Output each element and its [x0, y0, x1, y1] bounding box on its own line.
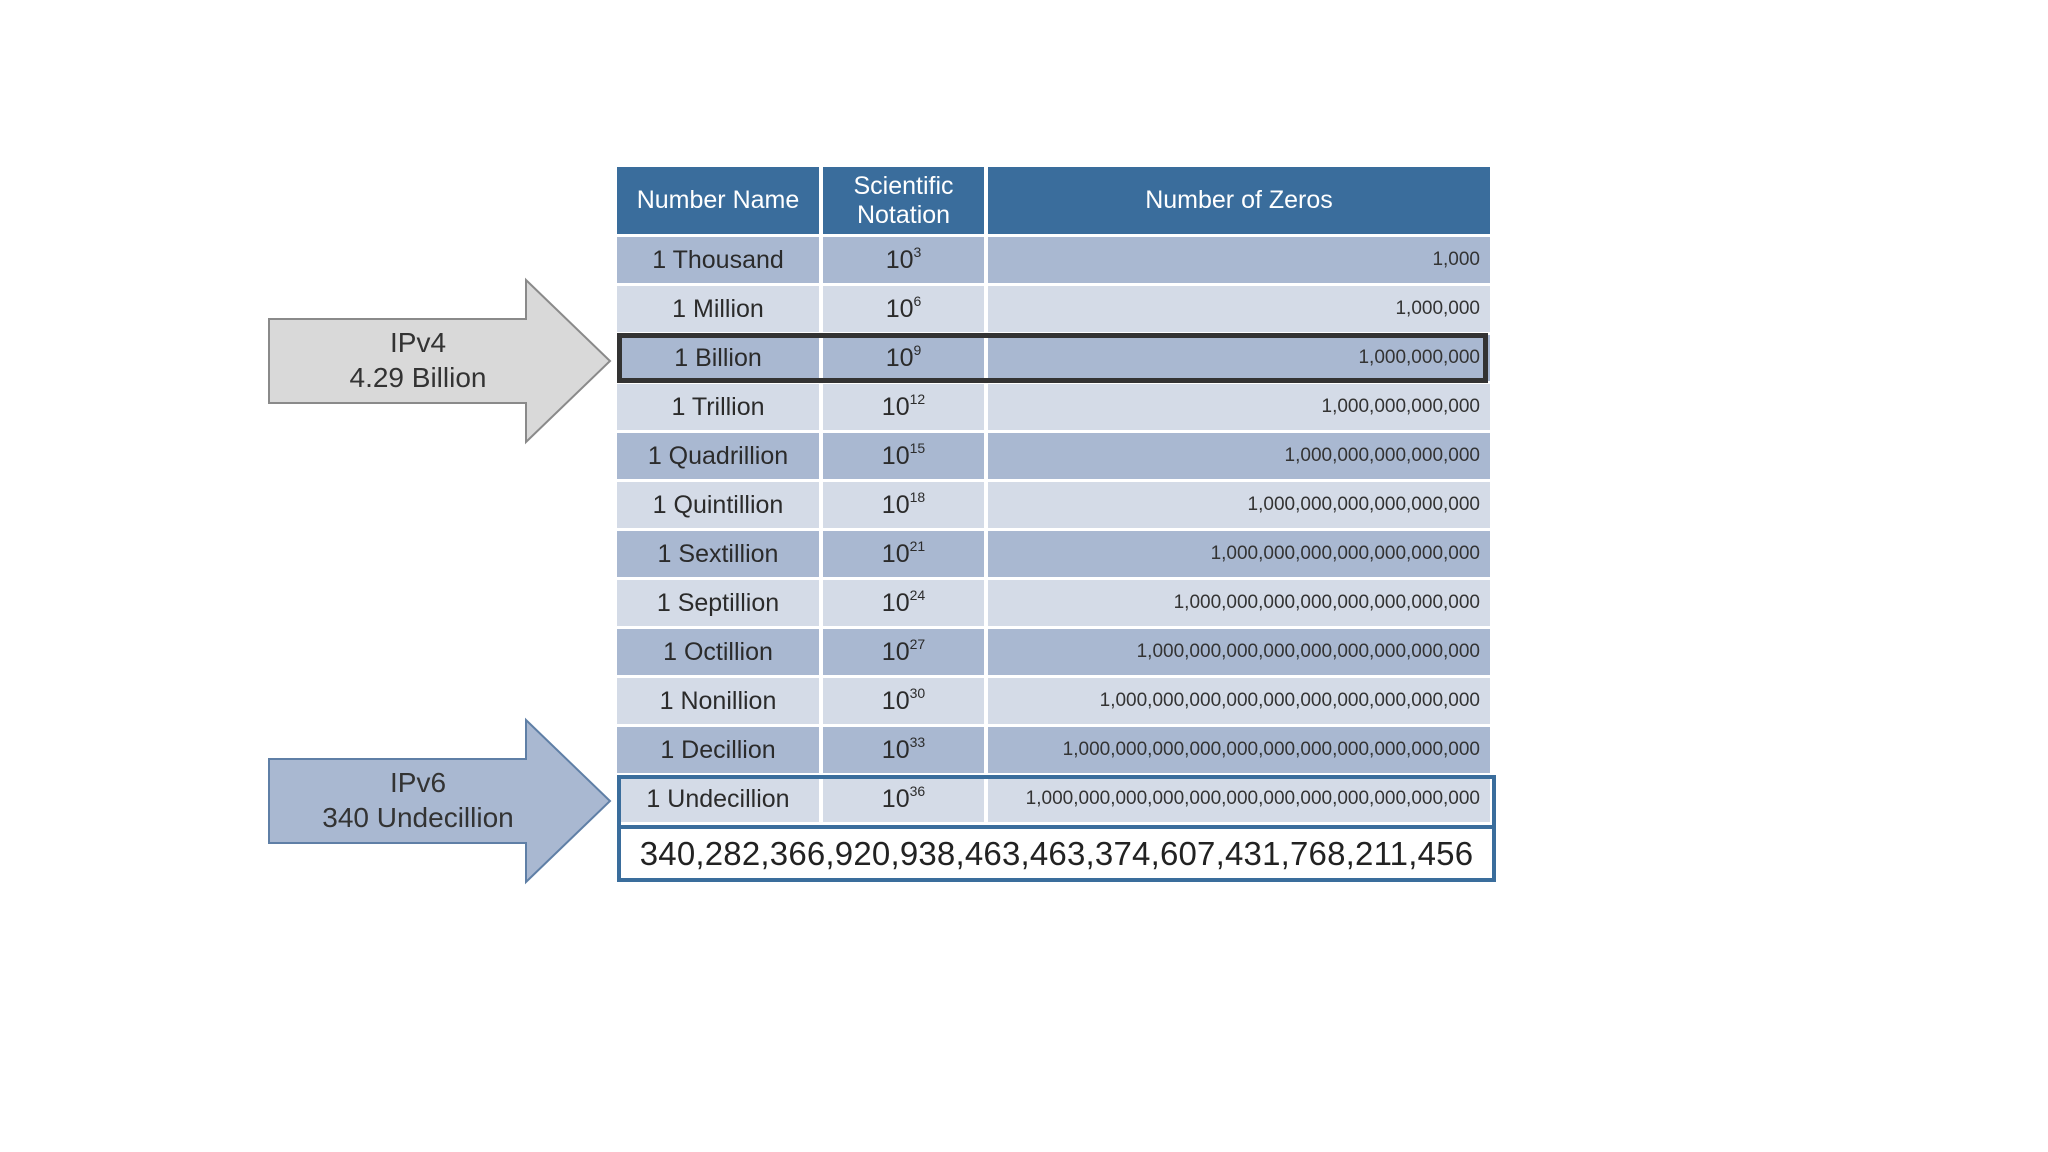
table-row: [617, 433, 1490, 479]
sci-base: 10: [881, 588, 910, 617]
table-row: [617, 678, 1490, 724]
table-row: [617, 580, 1490, 626]
number-name-cell: 1 Septillion: [617, 580, 819, 626]
number-table: [617, 164, 1494, 825]
sci-exponent: 18: [909, 488, 926, 505]
number-name-cell: 1 Thousand: [617, 237, 819, 283]
header-sci-line1: Scientific: [853, 171, 954, 200]
number-of-zeros-cell: 1,000,000,000,000,000,000,000,000,000,000,000,000: [988, 776, 1490, 822]
sci-exponent: 24: [909, 586, 926, 603]
sci-exponent: 36: [909, 782, 926, 799]
number-of-zeros-cell: 1,000: [988, 237, 1490, 283]
ipv4-arrow: [268, 276, 613, 446]
scientific-notation-cell: [823, 678, 984, 724]
sci-exponent: 15: [909, 439, 926, 456]
table-body: [617, 237, 1490, 822]
number-table-grid: [613, 164, 1494, 825]
scientific-notation-cell: [823, 433, 984, 479]
sci-exponent: 21: [909, 537, 926, 554]
sci-base: 10: [881, 784, 910, 813]
ipv4-label: IPv4: [389, 327, 447, 358]
number-of-zeros-cell: 1,000,000,000,000,000,000: [988, 482, 1490, 528]
number-of-zeros-cell: 1,000,000,000,000,000,000,000,000,000,000: [988, 678, 1490, 724]
number-name-cell: 1 Million: [617, 286, 819, 332]
scientific-notation-cell: [823, 580, 984, 626]
sci-base: 10: [881, 490, 910, 519]
ipv6-total-addresses: 340,282,366,920,938,463,463,374,607,431,768,211,456: [639, 835, 1474, 872]
sci-base: 10: [885, 343, 914, 372]
table-row: [617, 237, 1490, 283]
number-name-cell: 1 Trillion: [617, 384, 819, 430]
ipv6-count: 340 Undecillion: [322, 802, 514, 833]
ipv6-arrow-label: [268, 765, 568, 835]
number-name-cell: 1 Quintillion: [617, 482, 819, 528]
number-name-cell: 1 Billion: [617, 335, 819, 381]
ipv4-arrow-label: [268, 325, 568, 395]
number-of-zeros-cell: 1,000,000,000,000,000,000,000,000: [988, 580, 1490, 626]
sci-exponent: 12: [909, 390, 926, 407]
scientific-notation-cell: [823, 237, 984, 283]
scientific-notation-cell: [823, 531, 984, 577]
number-of-zeros-cell: 1,000,000,000,000,000,000,000: [988, 531, 1490, 577]
sci-base: 10: [881, 441, 910, 470]
ipv4-highlight-box: [617, 333, 1488, 383]
number-name-cell: 1 Undecillion: [617, 776, 819, 822]
scientific-notation-cell: [823, 482, 984, 528]
sci-base: 10: [881, 637, 910, 666]
sci-exponent: 9: [913, 341, 922, 358]
table-header-row: [617, 167, 1490, 234]
number-name-cell: 1 Quadrillion: [617, 433, 819, 479]
number-name-cell: 1 Sextillion: [617, 531, 819, 577]
sci-base: 10: [885, 245, 914, 274]
number-name-cell: 1 Decillion: [617, 727, 819, 773]
sci-exponent: 3: [913, 243, 922, 260]
scientific-notation-cell: [823, 629, 984, 675]
header-number-name: Number Name: [617, 167, 819, 234]
number-of-zeros-cell: 1,000,000,000: [988, 335, 1490, 381]
number-of-zeros-cell: 1,000,000: [988, 286, 1490, 332]
header-scientific-notation: [823, 167, 984, 234]
header-sci-line2: Notation: [856, 200, 951, 229]
ipv6-arrow: [268, 716, 613, 886]
sci-base: 10: [881, 392, 910, 421]
table-row: [617, 384, 1490, 430]
sci-base: 10: [881, 686, 910, 715]
sci-exponent: 27: [909, 635, 926, 652]
header-number-of-zeros: Number of Zeros: [988, 167, 1490, 234]
sci-base: 10: [881, 735, 910, 764]
table-row: [617, 531, 1490, 577]
table-row: [617, 286, 1490, 332]
number-of-zeros-cell: 1,000,000,000,000,000: [988, 433, 1490, 479]
ipv6-label: IPv6: [389, 767, 447, 798]
number-name-cell: 1 Octillion: [617, 629, 819, 675]
number-of-zeros-cell: 1,000,000,000,000,000,000,000,000,000,000,000: [988, 727, 1490, 773]
table-row: [617, 629, 1490, 675]
scientific-notation-cell: [823, 384, 984, 430]
number-of-zeros-cell: 1,000,000,000,000,000,000,000,000,000: [988, 629, 1490, 675]
scientific-notation-cell: [823, 286, 984, 332]
ipv4-count: 4.29 Billion: [349, 362, 487, 393]
table-row: [617, 482, 1490, 528]
sci-exponent: 6: [913, 292, 922, 309]
sci-exponent: 33: [909, 733, 926, 750]
sci-base: 10: [881, 539, 910, 568]
table-row: [617, 727, 1490, 773]
scientific-notation-cell: [823, 727, 984, 773]
sci-base: 10: [885, 294, 914, 323]
sci-exponent: 30: [909, 684, 926, 701]
number-of-zeros-cell: 1,000,000,000,000: [988, 384, 1490, 430]
number-name-cell: 1 Nonillion: [617, 678, 819, 724]
